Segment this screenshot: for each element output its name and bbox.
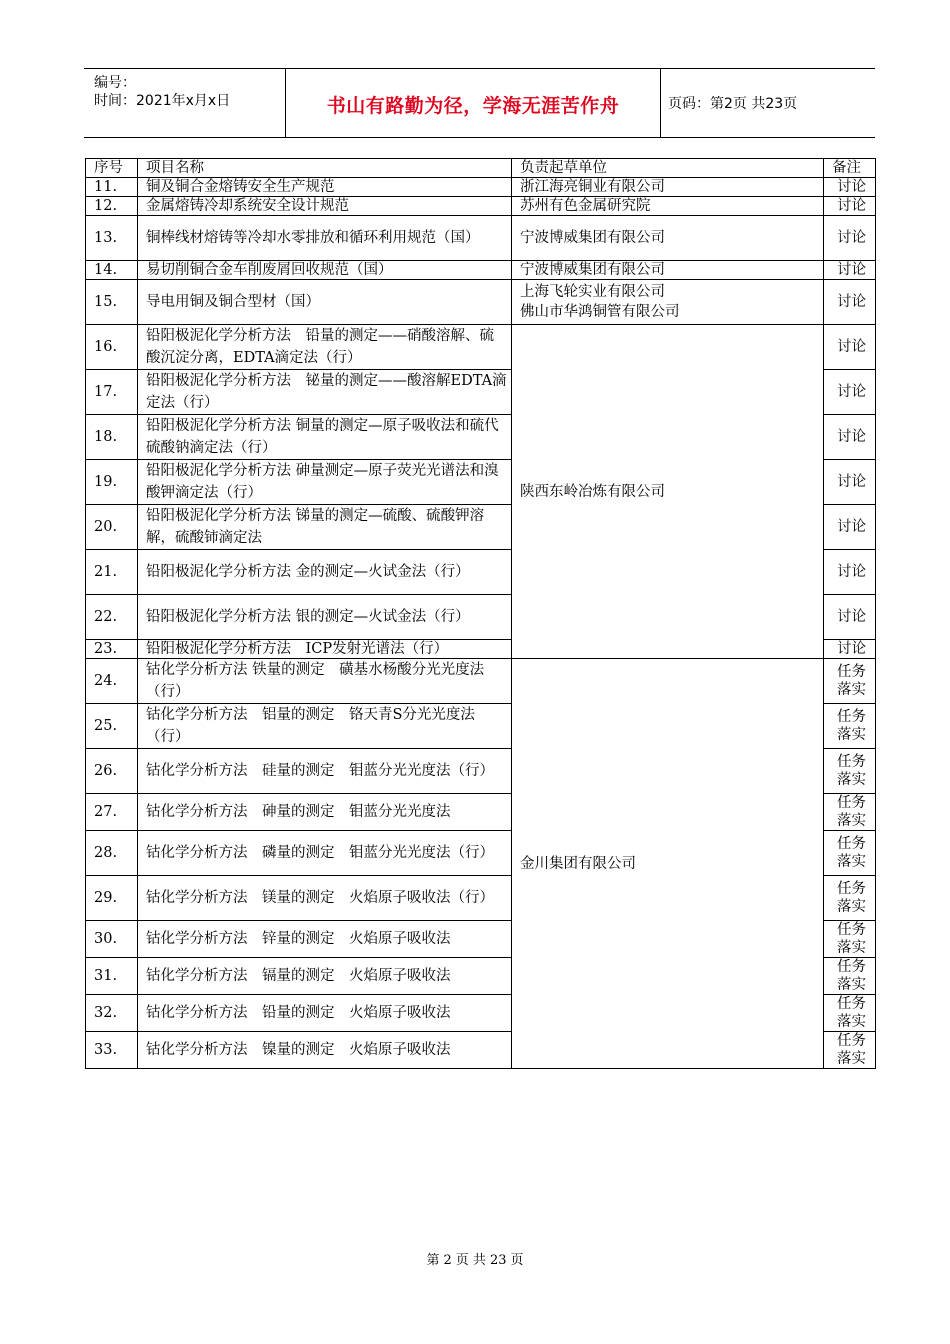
row-name: 导电用铜及铜合型材（国）: [138, 280, 512, 325]
row-note: 讨论: [824, 197, 876, 216]
unit-line: 上海飞轮实业有限公司: [520, 284, 665, 300]
row-note: 任务落实: [824, 794, 876, 831]
row-note: 任务落实: [824, 876, 876, 921]
table-row: [86, 261, 876, 280]
table-header-row: [86, 159, 876, 178]
row-note: 任务落实: [824, 1032, 876, 1069]
row-name: 铅阳极泥化学分析方法 金的测定—火试金法（行）: [138, 550, 512, 595]
row-no: 24.: [86, 659, 138, 704]
row-no: 12.: [86, 197, 138, 216]
row-no: 25.: [86, 704, 138, 749]
row-note: 任务落实: [824, 659, 876, 704]
header-motto-cell: [285, 69, 661, 137]
row-no: 31.: [86, 958, 138, 995]
row-note: 任务落实: [824, 958, 876, 995]
row-note: 讨论: [824, 325, 876, 370]
page-footer: [0, 1249, 950, 1268]
table-row: [86, 280, 876, 325]
row-no: 14.: [86, 261, 138, 280]
row-name: 钴化学分析方法 硅量的测定 钼蓝分光光度法（行）: [138, 749, 512, 794]
project-table-body: [86, 159, 876, 1069]
motto: 书山有路勤为径，学海无涯苦作舟: [326, 95, 620, 117]
row-name: 钴化学分析方法 铝量的测定 铬天青S分光光度法（行）: [138, 704, 512, 749]
unit-line: 佛山市华鸿铜管有限公司: [520, 304, 680, 320]
row-note: 讨论: [824, 595, 876, 640]
footer-page: 2: [443, 1253, 452, 1268]
row-note: 讨论: [824, 550, 876, 595]
header-unit: 负责起草单位: [512, 159, 824, 178]
row-no: 16.: [86, 325, 138, 370]
header-note: 备注: [824, 159, 876, 178]
table-row: [86, 216, 876, 261]
row-unit: 宁波博威集团有限公司: [512, 216, 824, 261]
row-note: 任务落实: [824, 704, 876, 749]
row-name: 钴化学分析方法 锌量的测定 火焰原子吸收法: [138, 921, 512, 958]
code-label: 编号：: [94, 75, 136, 91]
row-no: 11.: [86, 178, 138, 197]
footer-total: 23: [489, 1253, 507, 1268]
footer-prefix: 第: [426, 1253, 440, 1268]
row-name: 铅阳极泥化学分析方法 铋量的测定——酸溶解EDTA滴定法（行）: [138, 370, 512, 415]
row-name: 铜棒线材熔铸等冷却水零排放和循环利用规范（国）: [138, 216, 512, 261]
row-no: 15.: [86, 280, 138, 325]
page-info: 页码：第2页 共23页: [668, 96, 798, 112]
row-no: 30.: [86, 921, 138, 958]
row-note: 讨论: [824, 640, 876, 659]
row-note: 讨论: [824, 178, 876, 197]
row-note: 讨论: [824, 261, 876, 280]
header-name: 项目名称: [138, 159, 512, 178]
row-name: 铅阳极泥化学分析方法 ICP发射光谱法（行）: [138, 640, 512, 659]
row-unit: 苏州有色金属研究院: [512, 197, 824, 216]
row-name: 铅阳极泥化学分析方法 铅量的测定——硝酸溶解、硫酸沉淀分离，EDTA滴定法（行）: [138, 325, 512, 370]
row-name: 铅阳极泥化学分析方法 铜量的测定—原子吸收法和硫代硫酸钠滴定法（行）: [138, 415, 512, 460]
row-no: 26.: [86, 749, 138, 794]
row-name: 铅阳极泥化学分析方法 银的测定—火试金法（行）: [138, 595, 512, 640]
row-note: 讨论: [824, 460, 876, 505]
row-note: 讨论: [824, 370, 876, 415]
row-no: 23.: [86, 640, 138, 659]
row-unit: [512, 280, 824, 325]
row-name: 钴化学分析方法 砷量的测定 钼蓝分光光度法: [138, 794, 512, 831]
row-name: 铅阳极泥化学分析方法 砷量测定—原子荧光光谱法和溴酸钾滴定法（行）: [138, 460, 512, 505]
table-row: [86, 325, 876, 370]
row-no: 27.: [86, 794, 138, 831]
row-note: 讨论: [824, 505, 876, 550]
row-no: 19.: [86, 460, 138, 505]
row-no: 22.: [86, 595, 138, 640]
row-name: 易切削铜合金车削废屑回收规范（国）: [138, 261, 512, 280]
row-no: 13.: [86, 216, 138, 261]
row-no: 28.: [86, 831, 138, 876]
header-meta: [94, 69, 286, 137]
document-header: [84, 68, 875, 138]
footer-mid: 页 共: [455, 1253, 486, 1268]
row-note: 任务落实: [824, 831, 876, 876]
row-no: 32.: [86, 995, 138, 1032]
row-name: 钴化学分析方法 镁量的测定 火焰原子吸收法（行）: [138, 876, 512, 921]
merged-unit-cobalt: 金川集团有限公司: [512, 659, 824, 1069]
row-name: 钴化学分析方法 镍量的测定 火焰原子吸收法: [138, 1032, 512, 1069]
row-note: 讨论: [824, 280, 876, 325]
row-no: 17.: [86, 370, 138, 415]
row-name: 钴化学分析方法 磷量的测定 钼蓝分光光度法（行）: [138, 831, 512, 876]
row-name: 钴化学分析方法 镉量的测定 火焰原子吸收法: [138, 958, 512, 995]
row-name: 钴化学分析方法 铅量的测定 火焰原子吸收法: [138, 995, 512, 1032]
row-no: 21.: [86, 550, 138, 595]
table-row: [86, 197, 876, 216]
row-unit: 浙江海亮铜业有限公司: [512, 178, 824, 197]
row-name: 铜及铜合金熔铸安全生产规范: [138, 178, 512, 197]
row-name: 铅阳极泥化学分析方法 锑量的测定—硫酸、硫酸钾溶解，硫酸铈滴定法: [138, 505, 512, 550]
merged-unit-lead-anode: 陕西东岭冶炼有限公司: [512, 325, 824, 659]
row-no: 29.: [86, 876, 138, 921]
row-note: 任务落实: [824, 921, 876, 958]
row-name: 金属熔铸冷却系统安全设计规范: [138, 197, 512, 216]
row-note: 任务落实: [824, 749, 876, 794]
footer-suffix: 页: [510, 1253, 524, 1268]
table-row: [86, 178, 876, 197]
row-no: 33.: [86, 1032, 138, 1069]
header-no: 序号: [86, 159, 138, 178]
project-table: [85, 158, 876, 1069]
table-row: [86, 659, 876, 704]
row-no: 18.: [86, 415, 138, 460]
row-note: 任务落实: [824, 995, 876, 1032]
row-unit: 宁波博威集团有限公司: [512, 261, 824, 280]
time-label: 时间：2021年x月x日: [94, 93, 231, 109]
row-note: 讨论: [824, 415, 876, 460]
row-no: 20.: [86, 505, 138, 550]
row-note: 讨论: [824, 216, 876, 261]
row-name: 钴化学分析方法 铁量的测定 磺基水杨酸分光光度法（行）: [138, 659, 512, 704]
